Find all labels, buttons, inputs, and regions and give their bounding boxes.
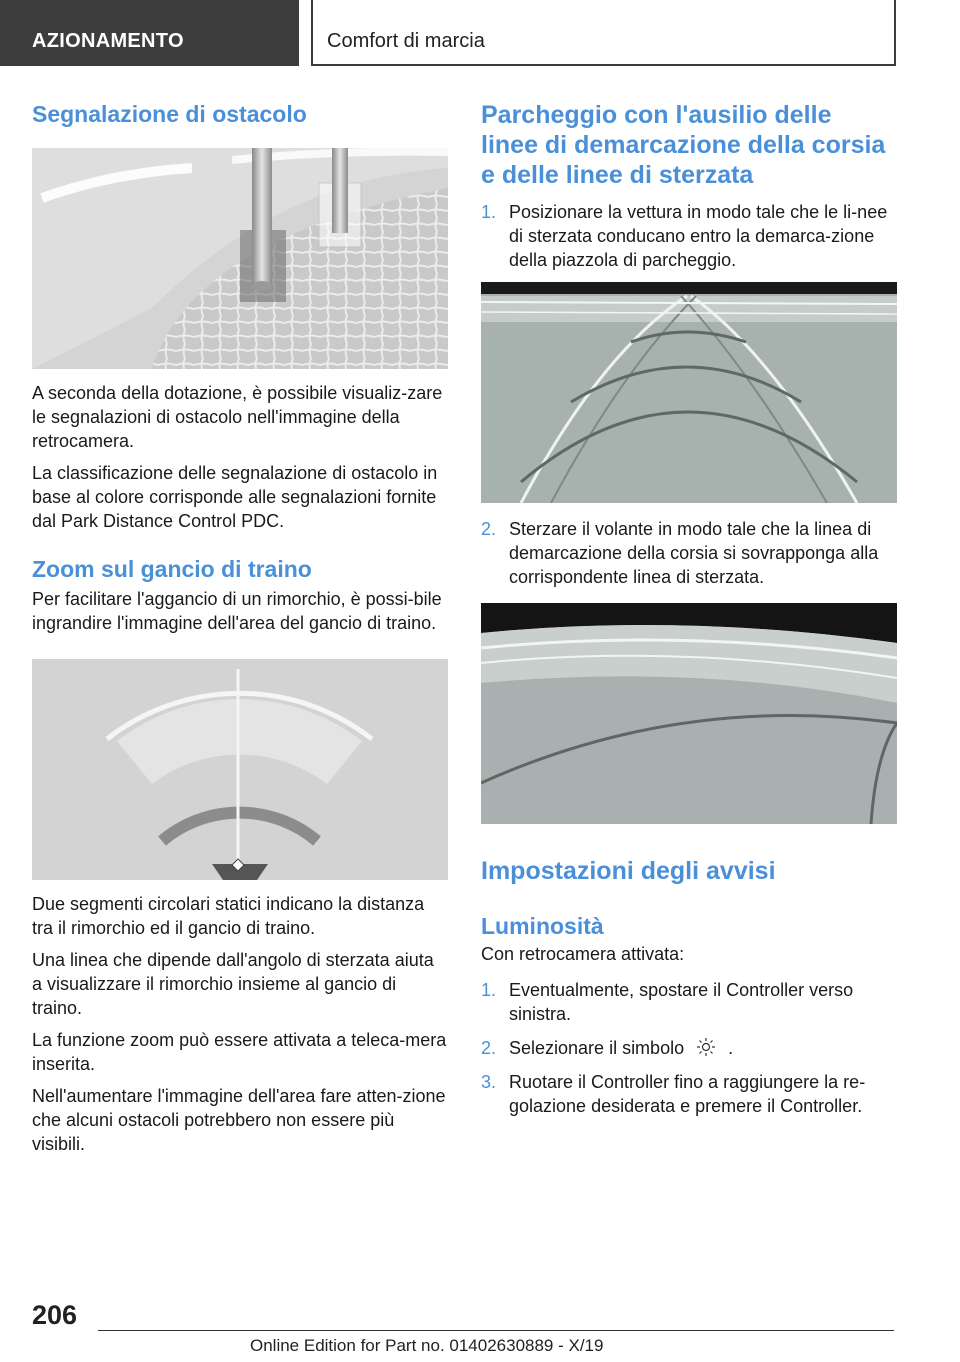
list-item <box>481 200 893 272</box>
parking-steps-part1 <box>481 200 893 272</box>
zoom-heading: Zoom sul gancio di traino <box>32 556 312 582</box>
footer-divider <box>98 1330 894 1331</box>
obstacle-paragraph-1: A seconda della dotazione, è possibile visualiz-zare le segnalazioni di ostacolo nell'immagine della retrocamera. <box>32 383 443 451</box>
parking-lines-figure-1 <box>481 282 897 503</box>
page-header <box>0 0 960 66</box>
page-number: 206 <box>32 1300 78 1330</box>
section-tab: AZIONAMENTO <box>0 0 299 66</box>
list-item <box>481 517 893 589</box>
step-text: Sterzare il volante in modo tale che la linea di demarcazione della corsia si sovrapponga alla corrispondente linea di sterzata. <box>509 519 879 587</box>
zoom-paragraph-4: La funzione zoom può essere attivata a teleca-mera inserita. <box>32 1030 447 1074</box>
sun-icon <box>693 1037 719 1057</box>
obstacle-paragraph-2: La classificazione delle segnalazione di ostacolo in base al colore corrisponde alle segnalazioni fornite dal Park Distance Control PDC. <box>32 463 438 531</box>
step-text: Selezionare il simbolo <box>509 1038 685 1058</box>
hitch-zoom-figure <box>32 659 448 880</box>
step-text: Posizionare la vettura in modo tale che le li-nee di sterzata conducano entro la demarca-zione della piazzola di parcheggio. <box>509 202 888 270</box>
step-text: Eventualmente, spostare il Controller verso sinistra. <box>509 980 854 1024</box>
step-number: 1. <box>481 980 497 1000</box>
warnings-intro: Con retrocamera attivata: <box>481 944 685 964</box>
parking-lines-illustration-2 <box>481 603 897 824</box>
parking-lines-illustration-1 <box>481 282 897 503</box>
zoom-paragraph-5: Nell'aumentare l'immagine dell'area fare atten-zione che alcuni ostacoli potrebbero non essere più visibili. <box>32 1086 446 1154</box>
obstacle-camera-illustration <box>32 148 448 369</box>
zoom-paragraph-2: Due segmenti circolari statici indicano la distanza tra il rimorchio ed il gancio di traino. <box>32 894 425 938</box>
obstacle-heading: Segnalazione di ostacolo <box>32 101 307 127</box>
brightness-subheading: Luminosità <box>481 913 604 939</box>
zoom-paragraph-1: Per facilitare l'aggancio di un rimorchio, è possi-bile ingrandire l'immagine dell'area del gancio di traino. <box>32 589 442 633</box>
parking-heading: Parcheggio con l'ausilio delle linee di demarcazione della corsia e delle linee di sterzata <box>481 101 886 189</box>
step-text: Ruotare il Controller fino a raggiungere la re-golazione desiderata e premere il Controller. <box>509 1072 866 1116</box>
list-item <box>481 1036 893 1060</box>
step-number: 2. <box>481 519 497 539</box>
list-item <box>481 978 893 1026</box>
obstacle-camera-figure <box>32 148 448 369</box>
step-number: 1. <box>481 202 497 222</box>
chapter-tab: Comfort di marcia <box>311 0 896 66</box>
hitch-zoom-illustration <box>32 659 448 880</box>
footer-edition: Online Edition for Part no. 01402630889 - X/19 <box>250 1336 604 1355</box>
brightness-steps <box>481 978 893 1118</box>
step-number: 3. <box>481 1072 497 1092</box>
parking-steps-part2 <box>481 517 893 589</box>
list-item <box>481 1070 893 1118</box>
right-column <box>481 100 893 1128</box>
zoom-paragraph-3: Una linea che dipende dall'angolo di sterzata aiuta a visualizzare il rimorchio insieme al gancio di traino. <box>32 950 434 1018</box>
warnings-heading: Impostazioni degli avvisi <box>481 857 776 885</box>
parking-lines-figure-2 <box>481 603 897 824</box>
left-column <box>32 100 448 1164</box>
step-text-end: . <box>728 1038 734 1058</box>
step-number: 2. <box>481 1038 497 1058</box>
